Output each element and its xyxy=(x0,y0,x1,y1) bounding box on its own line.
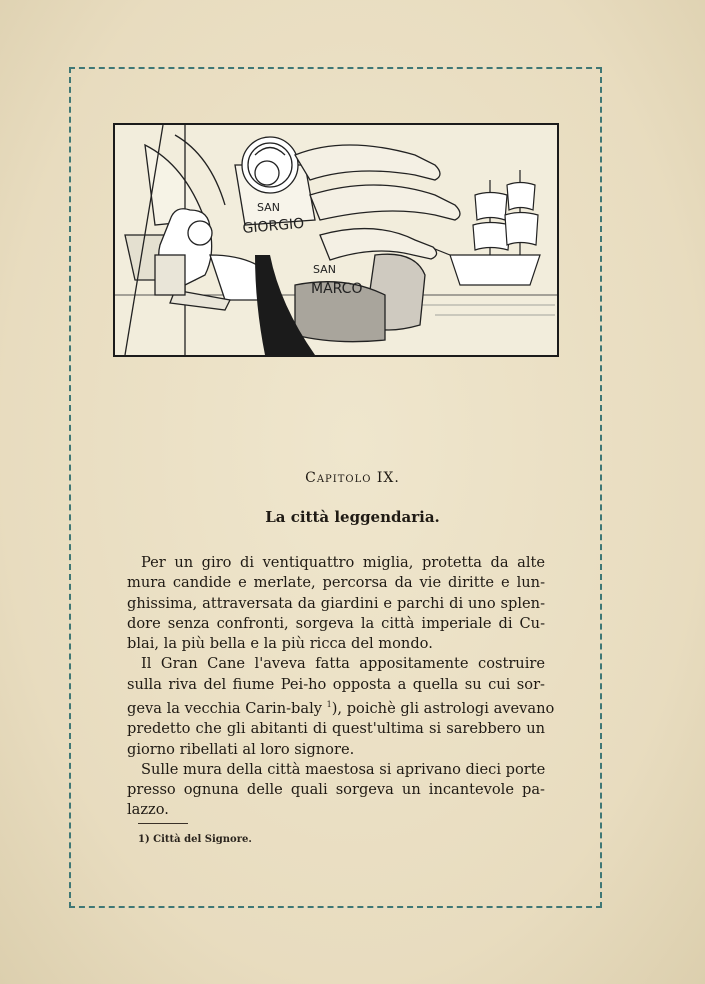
text-line: lazzo. xyxy=(127,801,169,819)
chapter-illustration xyxy=(113,123,559,357)
footnote-divider xyxy=(138,823,188,824)
chapter-title: La città leggendaria. xyxy=(265,508,440,526)
text-line: Per un giro di ventiquattro miglia, protetta da alte xyxy=(141,554,545,571)
text-line: presso ognuna delle quali sorgeva un incantevole pa- xyxy=(127,781,545,799)
text-line: blai, la più bella e la più ricca del mondo. xyxy=(127,635,433,653)
label-san-marco-top: SAN xyxy=(313,263,336,276)
footnote-marker: 1 xyxy=(326,700,332,710)
chapter-body xyxy=(127,553,555,821)
text-line: sulla riva del fiume Pei-ho opposta a quella su cui sor- xyxy=(127,675,545,693)
label-san-giorgio-top: SAN xyxy=(257,201,280,214)
label-san-marco: MARCO xyxy=(311,281,363,297)
text-line: mura candide e merlate, percorsa da vie diritte e lun- xyxy=(127,574,545,592)
text-fragment: geva la vecchia Carin-baly xyxy=(127,699,322,717)
text-line-with-footnote xyxy=(127,695,555,719)
text-line: giorno ribellati al loro signore. xyxy=(127,740,355,758)
footnote: 1) Città del Signore. xyxy=(138,834,252,845)
illustration-drawing xyxy=(115,125,557,355)
chapter-number: IX. xyxy=(376,470,400,486)
text-line: dore senza confronti, sorgeva la città imperiale di Cu- xyxy=(127,614,545,632)
label-san-giorgio: GIORGIO xyxy=(241,215,305,237)
text-line: Sulle mura della città maestosa si aprivano dieci porte xyxy=(141,760,546,778)
text-line: Il Gran Cane l'aveva fatta appositamente costruire xyxy=(141,655,545,673)
text-line: ghissima, attraversata da giardini e parchi di uno splen- xyxy=(127,594,545,612)
text-line: predetto che gli abitanti di quest'ultima si sarebbero un xyxy=(127,720,545,738)
sailing-ship-icon xyxy=(425,170,540,285)
chapter-label: Capitolo xyxy=(305,470,372,486)
text-fragment: ), poichè gli astrologi avevano xyxy=(331,699,555,717)
chapter-heading xyxy=(0,470,705,486)
scroll-banner-icon xyxy=(295,145,460,342)
